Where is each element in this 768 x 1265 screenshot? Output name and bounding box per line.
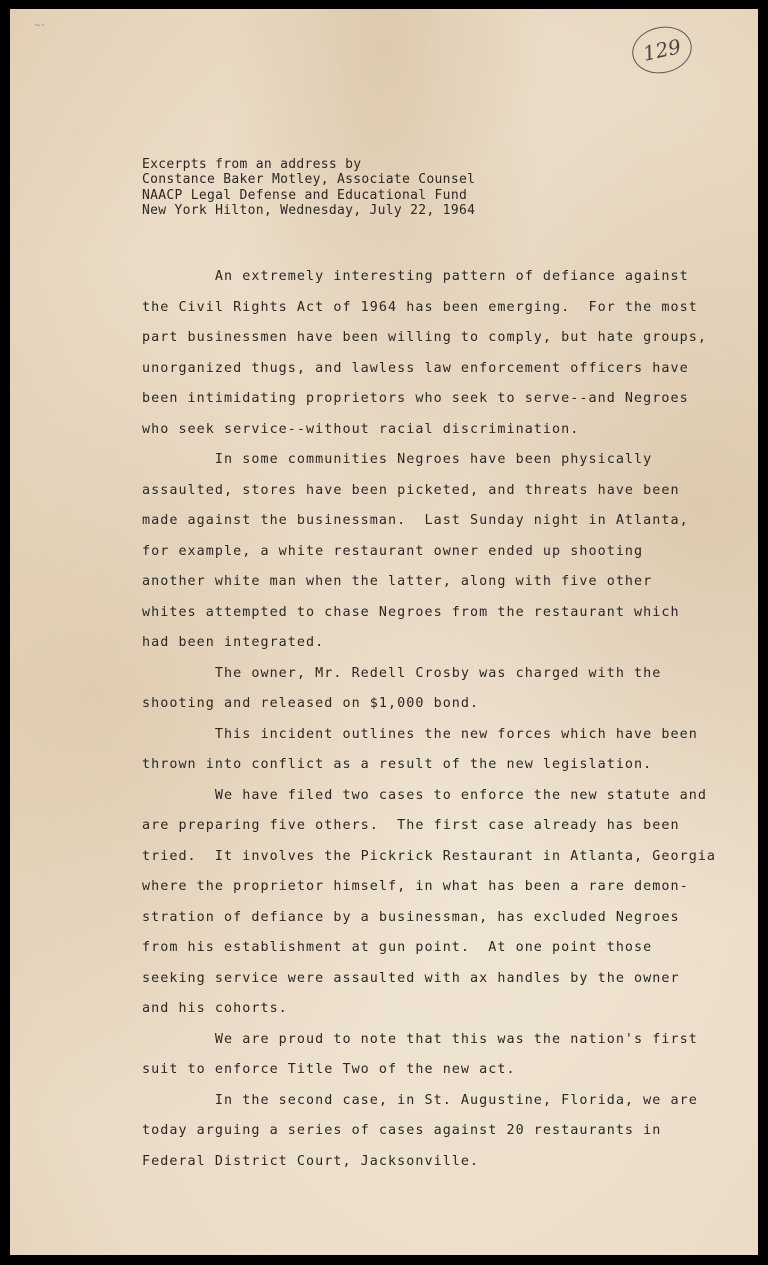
address-body	[142, 262, 752, 1177]
page-number-stamp: 129	[628, 21, 696, 78]
body-line: In some communities Negroes have been physically	[142, 452, 653, 467]
body-line: where the proprietor himself, in what has been a rare demon-	[142, 879, 689, 894]
address-header	[142, 157, 475, 218]
body-line: stration of defiance by a businessman, has excluded Negroes	[142, 909, 680, 925]
body-line: who seek service--without racial discrimination.	[142, 421, 580, 437]
body-line: shooting and released on $1,000 bond.	[142, 696, 480, 711]
body-line: had been integrated.	[142, 635, 325, 650]
body-line: and his cohorts.	[142, 1001, 288, 1016]
body-line: part businessmen have been willing to comply, but hate groups,	[142, 330, 707, 345]
document-sheet	[10, 9, 758, 1255]
body-line: suit to enforce Title Two of the new act.	[142, 1062, 516, 1077]
body-line: seeking service were assaulted with ax handles by the owner	[142, 970, 680, 986]
body-line: This incident outlines the new forces which have been	[142, 726, 698, 742]
body-line: for example, a white restaurant owner ended up shooting	[142, 543, 644, 559]
body-line: made against the businessman. Last Sunday night in Atlanta,	[142, 513, 689, 528]
header-line: Constance Baker Motley, Associate Counsel	[142, 172, 476, 188]
body-line: Federal District Court, Jacksonville.	[142, 1153, 480, 1169]
header-line: Excerpts from an address by	[142, 157, 362, 172]
body-line: the Civil Rights Act of 1964 has been emerging. For the most	[142, 299, 698, 315]
body-line: from his establishment at gun point. At one point those	[142, 940, 653, 955]
body-line: are preparing five others. The first case already has been	[142, 818, 680, 833]
body-line: another white man when the latter, along with five other	[142, 574, 653, 589]
body-line: whites attempted to chase Negroes from the restaurant which	[142, 604, 680, 620]
body-line: unorganized thugs, and lawless law enforcement officers have	[142, 360, 689, 376]
body-line: tried. It involves the Pickrick Restaurant in Atlanta, Georgia	[142, 848, 717, 864]
body-line: We are proud to note that this was the nation's first	[142, 1031, 698, 1047]
body-line: An extremely interesting pattern of defiance against	[142, 269, 689, 284]
body-line: assaulted, stores have been picketed, and threats have been	[142, 482, 680, 498]
body-line: In the second case, in St. Augustine, Florida, we are	[142, 1092, 698, 1108]
body-line: thrown into conflict as a result of the new legislation.	[142, 757, 653, 772]
body-line: We have filed two cases to enforce the new statute and	[142, 787, 707, 803]
body-line: today arguing a series of cases against 20 restaurants in	[142, 1123, 662, 1138]
body-line: The owner, Mr. Redell Crosby was charged with the	[142, 665, 662, 681]
body-line: been intimidating proprietors who seek to serve--and Negroes	[142, 391, 689, 406]
corner-mark: ~·	[35, 21, 46, 31]
header-line: NAACP Legal Defense and Educational Fund	[142, 187, 468, 203]
header-line: New York Hilton, Wednesday, July 22, 1964	[142, 202, 476, 218]
